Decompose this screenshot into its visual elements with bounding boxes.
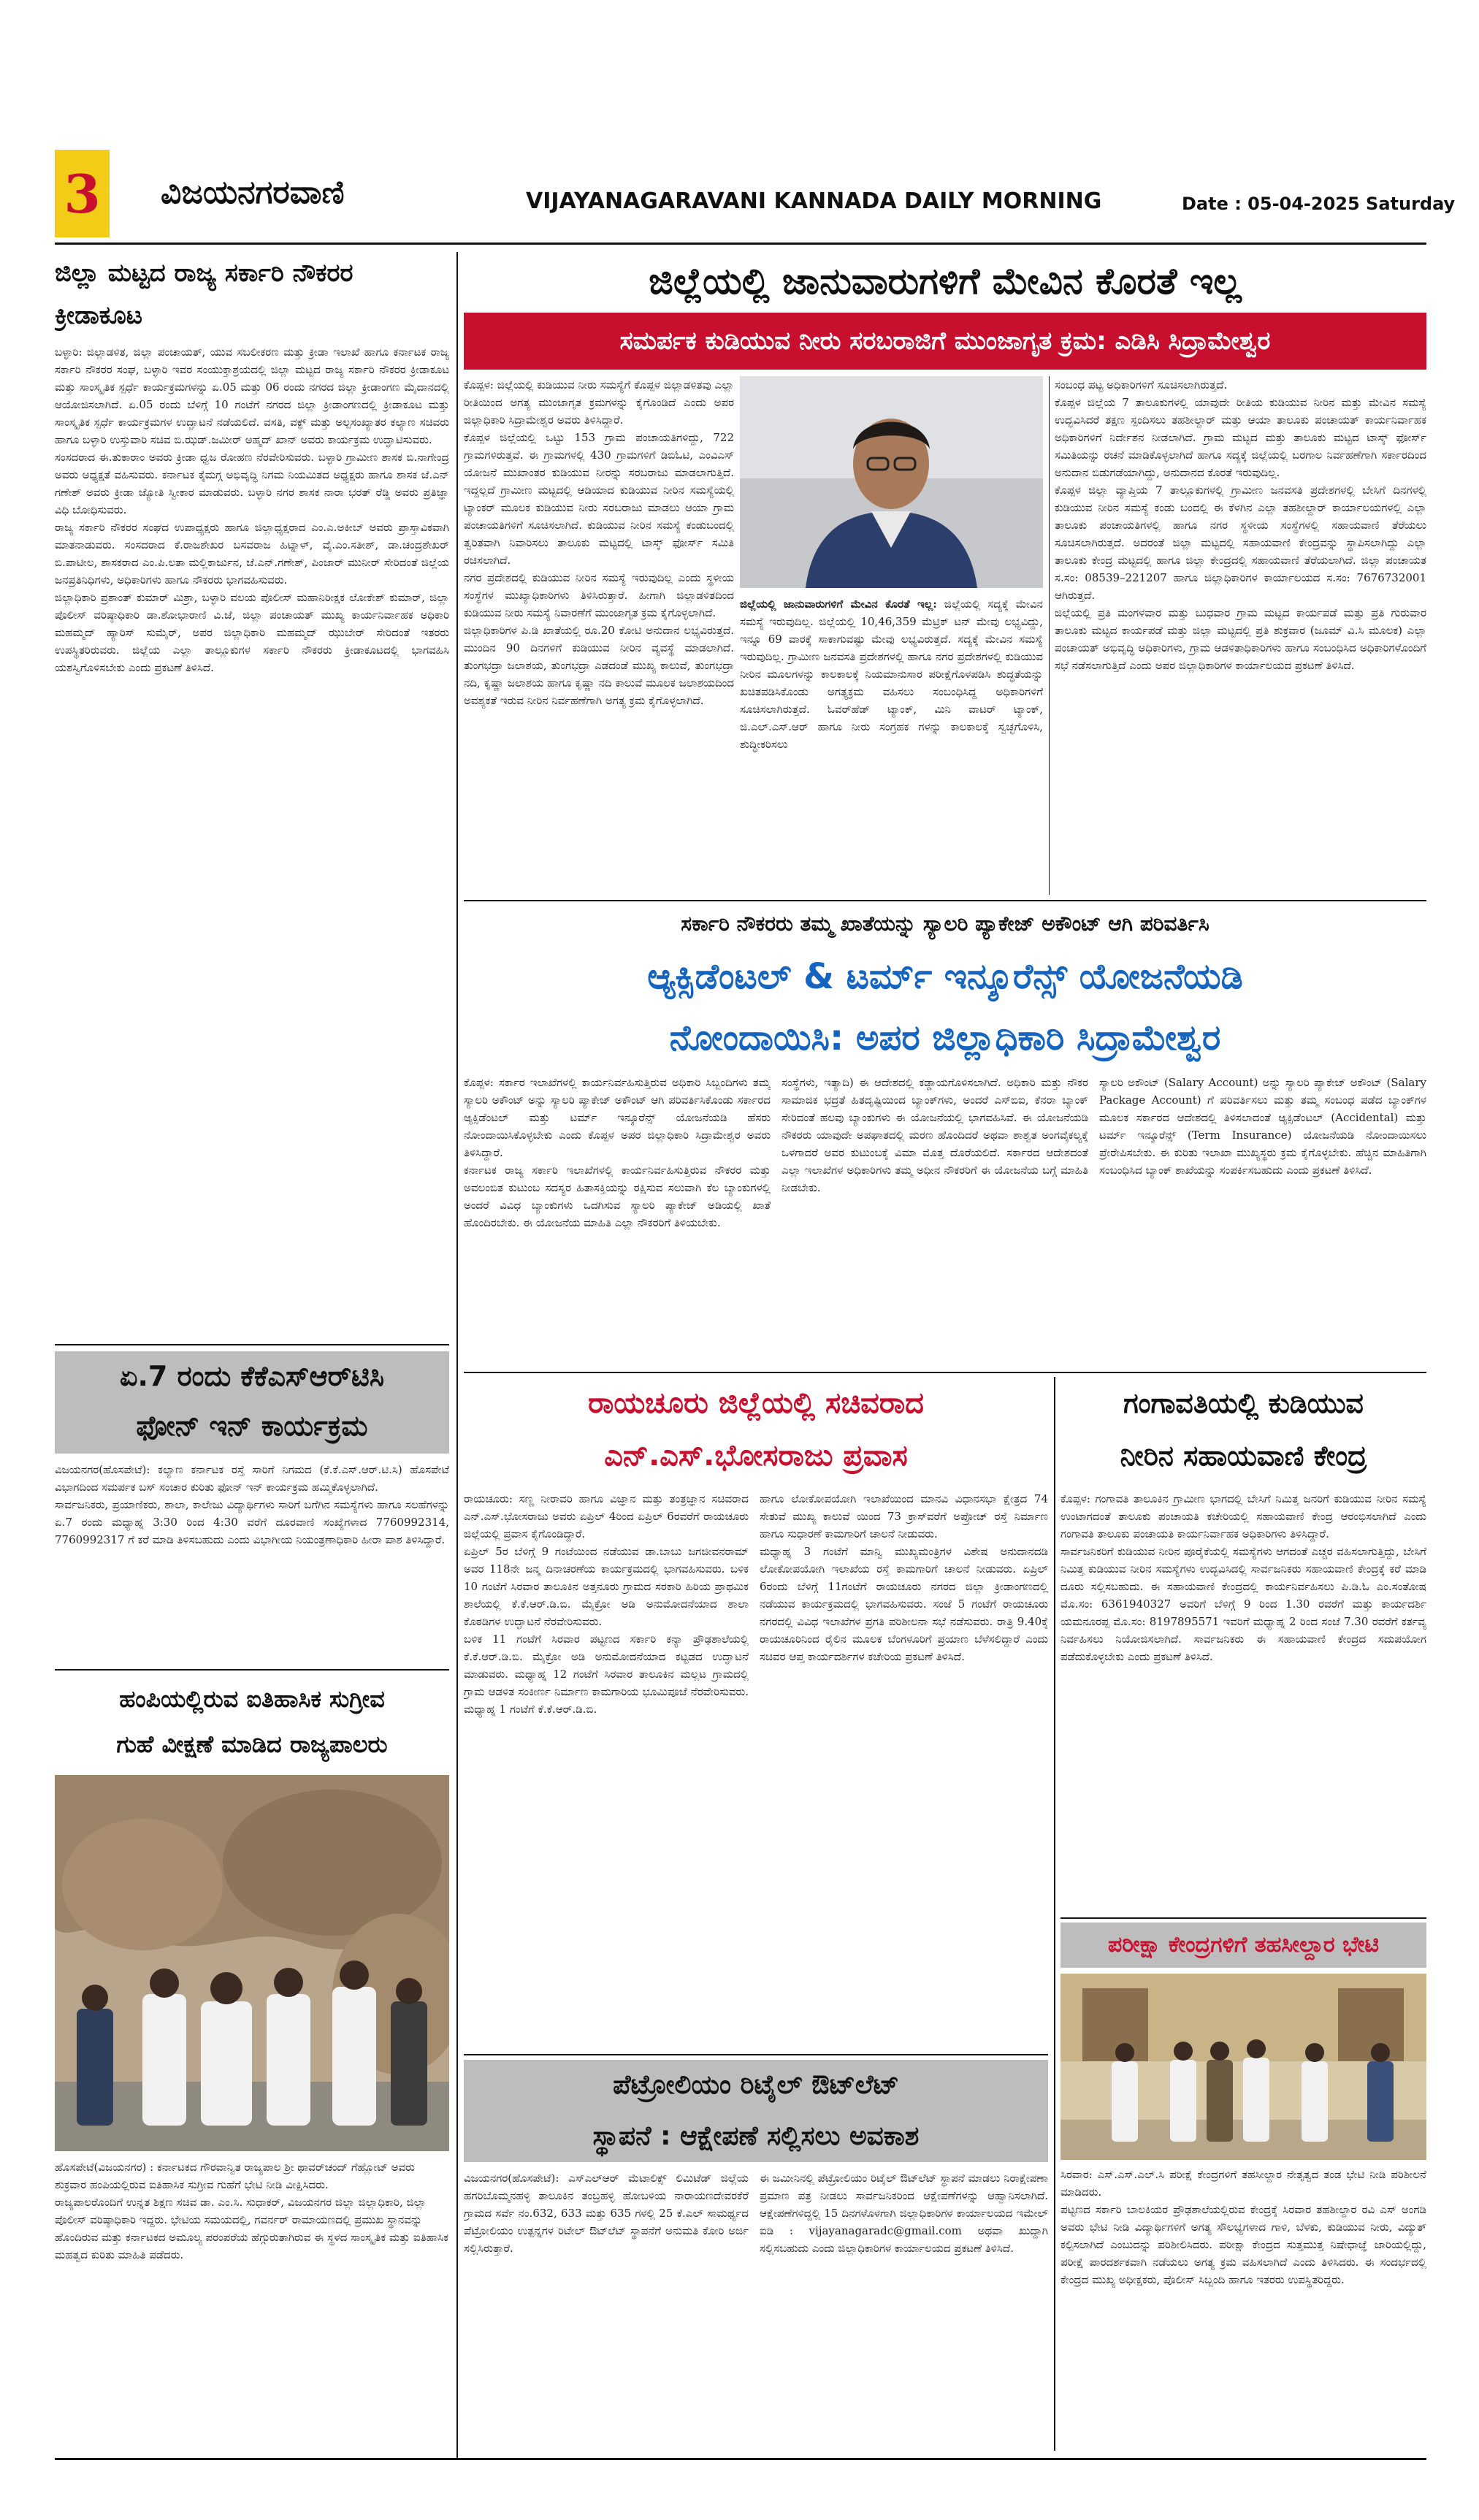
page-number: 3: [55, 150, 110, 237]
insurance-col3: ಸ್ಯಾಲರಿ ಅಕೌಂಟ್ (Salary Account) ಅನ್ನು ಸ್ಯಾಲರಿ ಪ್ಯಾಕೇಜ್ ಅಕೌಂಟ್ (Salary Package Account) ಗೆ ಪರಿವರ್ತಿಸಲು ಮತ್ತು ತಮ್ಮ ಸಂಬಂಧ ಪಡೆದ ಬ್ಯಾಂಕ್‌ಗಳ ಮೂಲಕ ಸರ್ಕಾರದ ಆದೇಶದಲ್ಲಿ ತಿಳಿಸಲಾದಂತೆ ಆ್ಯಕ್ಸಿಡೆಂಟಲ್ (Accidental) ಮತ್ತು ಟರ್ಮ್ ಇನ್ಶೂರೆನ್ಸ್ (Term Insurance) ಯೋಜನೆಯಡಿ ನೋಂದಾಯಿಸಲು ಪ್ರೇರೇಪಿಸಬೇಕು. ಈ ಕುರಿತು ಇಲಾಖಾ ಮುಖ್ಯಸ್ಥರು ಕ್ರಮ ಕೈಗೊಳ್ಳಬೇಕು. ಹೆಚ್ಚಿನ ಮಾಹಿತಿಗಾಗಿ ಸಂಬಂಧಿಸಿದ ಬ್ಯಾಂಕ್ ಶಾಖೆಯನ್ನು ಸಂಪರ್ಕಿಸಬಹುದು ಎಂದು ಪ್ರಕಟಣೆ ತಿಳಿಸಿದೆ.: [1099, 1076, 1426, 1177]
minister-col2: ಹಾಗೂ ಲೋಕೋಪಯೋಗಿ ಇಲಾಖೆಯಿಂದ ಮಾನವಿ ವಿಧಾನಸಭಾ ಕ್ಷೇತ್ರದ 74 ಸೇತುವೆ ಮುಖ್ಯ ಕಾಲುವೆ ಯಿಂದ 73 ಕ್ರಾಸ್‌ವರೆಗೆ ಅಪ್ರೋಚ್ ರಸ್ತೆ ನಿರ್ಮಾಣ ಹಾಗೂ ಸುಧಾರಣೆ ಕಾಮಗಾರಿಗೆ ಚಾಲನೆ ನೀಡುವರು. ಮಧ್ಯಾಹ್ನ 3 ಗಂಟೆಗೆ ಮಾನ್ವಿ ಮುಖ್ಯಮಂತ್ರಿಗಳ ವಿಶೇಷ ಅನುದಾನದಡಿ ಲೋಕೋಪಯೋಗಿ ಇಲಾಖೆಯ ರಸ್ತೆ ಕಾಮಗಾರಿಗೆ ಚಾಲನೆ ನೀಡುವರು. ಏಪ್ರಿಲ್ 6ರಂದು ಬೆಳಿಗ್ಗೆ 11ಗಂಟೆಗೆ ರಾಯಚೂರು ನಗರದ ಜಿಲ್ಲಾ ಕ್ರೀಡಾಂಗಣದಲ್ಲಿ ನಡೆಯುವ ಕಾರ್ಯಕ್ರಮದಲ್ಲಿ ಭಾಗವಹಿಸುವರು. ಸಂಜೆ 5 ಗಂಟೆಗೆ ರಾಯಚೂರು ನಗರದಲ್ಲಿ ವಿವಿಧ ಇಲಾಖೆಗಳ ಪ್ರಗತಿ ಪರಿಶೀಲನಾ ಸಭೆ ನಡೆಸುವರು. ರಾತ್ರಿ 9.40ಕ್ಕೆ ರಾಯಚೂರಿನಿಂದ ರೈಲಿನ ಮೂಲಕ ಬೆಂಗಳೂರಿಗೆ ಪ್ರಯಾಣ ಬೆಳೆಸಲಿದ್ದಾರೆ ಎಂದು ಸಚಿವರ ಆಪ್ತ ಕಾರ್ಯದರ್ಶಿಗಳ ಕಚೇರಿಯ ಪ್ರಕಟಣೆ ತಿಳಿಸಿದೆ.: [760, 1492, 1048, 1663]
governor-caption: ಹೊಸಪೇಟೆ(ವಿಜಯನಗರ) : ಕರ್ನಾಟಕದ ಗೌರವಾನ್ವಿತ ರಾಜ್ಯಪಾಲ ಶ್ರೀ ಥಾವರ್‌ಚಂದ್ ಗೆಹ್ಲೋಟ್ ಅವರು ಶುಕ್ರವಾರ ಹಂಪಿಯಲ್ಲಿರುವ ಐತಿಹಾಸಿಕ ಸುಗ್ರೀವ ಗುಹೆಗೆ ಭೇಟಿ ನೀಡಿ ವೀಕ್ಷಿಸಿದರು. ರಾಜ್ಯಪಾಲರೊಂದಿಗೆ ಉನ್ನತ ಶಿಕ್ಷಣ ಸಚಿವ ಡಾ. ಎಂ.ಸಿ. ಸುಧಾಕರ್, ವಿಜಯನಗರ ಜಿಲ್ಲಾ ಜಿಲ್ಲಾಧಿಕಾರಿ, ಜಿಲ್ಲಾ ಪೊಲೀಸ್ ವರಿಷ್ಠಾಧಿಕಾರಿ ಇದ್ದರು. ಭೇಟಿಯ ಸಮಯದಲ್ಲಿ, ಗವರ್ನರ್ ರಾಮಾಯಣದಲ್ಲಿ ಪ್ರಮುಖ ಸ್ಥಾನವನ್ನು ಹೊಂದಿರುವ ಮತ್ತು ಕರ್ನಾಟಕದ ಅಮೂಲ್ಯ ಪರಂಪರೆಯ ಹೆಗ್ಗುರುತಾಗಿರುವ ಈ ಸ್ಥಳದ ಸಾಂಸ್ಕೃತಿಕ ಮತ್ತು ಐತಿಹಾಸಿಕ ಮಹತ್ವದ ಕುರಿತು ಮಾಹಿತಿ ಪಡೆದರು.: [55, 2161, 448, 2261]
divider: [55, 1669, 449, 1671]
fodder-subhead: ಸಮರ್ಪಕ ಕುಡಿಯುವ ನೀರು ಸರಬರಾಜಿಗೆ ಮುಂಜಾಗೃತ ಕ್ರಮ: ಎಡಿಸಿ ಸಿದ್ರಾಮೇಶ್ವರ: [464, 313, 1426, 370]
petroleum-headline: ಪೆಟ್ರೋಲಿಯಂ ರಿಟೈಲ್ ಔಟ್‌ಲೆಟ್ ಸ್ಥಾಪನೆ : ಆಕ್ಷೇಪಣೆ ಸಲ್ಲಿಸಲು ಅವಕಾಶ: [464, 2060, 1048, 2162]
divider: [464, 1372, 1426, 1373]
masthead-rule: [55, 243, 1426, 245]
sports-meet-body: ಬಳ್ಳಾರಿ: ಜಿಲ್ಲಾಡಳಿತ, ಜಿಲ್ಲಾ ಪಂಚಾಯತ್, ಯುವ ಸಬಲೀಕರಣ ಮತ್ತು ಕ್ರೀಡಾ ಇಲಾಖೆ ಹಾಗೂ ಕರ್ನಾಟಕ ರಾಜ್ಯ ಸರ್ಕಾರಿ ನೌಕರರ ಸಂಘ, ಬಳ್ಳಾರಿ ಇವರ ಸಂಯುಕ್ತಾಶ್ರಯದಲ್ಲಿ ಜಿಲ್ಲಾ ಮಟ್ಟದ ರಾಜ್ಯ ಸರ್ಕಾರಿ ನೌಕರರ ಕ್ರೀಡಾಕೂಟ ಮತ್ತು ಸಾಂಸ್ಕೃತಿಕ ಸ್ಪರ್ಧೆ ಕಾರ್ಯಕ್ರಮಗಳನ್ನು ಏ.05 ಮತ್ತು 06 ರಂದು ನಗರದ ಜಿಲ್ಲಾ ಕ್ರೀಡಾಂಗಣ ಮೈದಾನದಲ್ಲಿ ಆಯೋಜಿಸಲಾಗಿದೆ. ಏ.05 ರಂದು ಬೆಳಿಗ್ಗೆ 10 ಗಂಟೆಗೆ ನಗರದ ಜಿಲ್ಲಾ ಕ್ರೀಡಾಂಗಣದಲ್ಲಿ ಕ್ರೀಡಾಕೂಟ ಮತ್ತು ಸಾಂಸ್ಕೃತಿಕ ಸ್ಪರ್ಧೆ ಕಾರ್ಯಕ್ರಮಗಳ ಉದ್ಘಾಟನೆ ನಡೆಯಲಿದೆ. ವಸತಿ, ವಕ್ಫ್ ಮತ್ತು ಅಲ್ಪಸಂಖ್ಯಾತರ ಕಲ್ಯಾಣ ಸಚಿವರು ಹಾಗೂ ಬಳ್ಳಾರಿ ಉಸ್ತುವಾರಿ ಸಚಿವ ಬಿ.ಝಡ್.ಜಮೀರ್ ಅಹ್ಮದ್ ಖಾನ್ ಅವರು ಕಾರ್ಯಕ್ರಮ ಉದ್ಘಾಟಿಸುವರು. ಸಂಸದರಾದ ಈ.ತುಕಾರಾಂ ಅವರು ಕ್ರೀಡಾ ಧ್ವಜ ರೋಹಣ ನೆರವೇರಿಸುವರು. ಬಳ್ಳಾರಿ ಗ್ರಾಮೀಣ ಶಾಸಕ ಬಿ.ನಾಗೇಂದ್ರ ಅವರು ಅಧ್ಯಕ್ಷತೆ ವಹಿಸುವರು. ಕರ್ನಾಟಕ ಕೈಮಗ್ಗ ಅಭಿವೃದ್ಧಿ ನಿಗಮ ನಿಯಮಿತದ ಅಧ್ಯಕ್ಷರು ಹಾಗೂ ಶಾಸಕ ಜೆ.ಎನ್ ಗಣೇಶ್ ಅವರು ಕ್ರೀಡಾ ಜ್ಯೋತಿ ಸ್ವೀಕಾರ ಮಾಡುವರು. ಬಳ್ಳಾರಿ ನಗರ ಶಾಸಕ ನಾರಾ ಭರತ್ ರೆಡ್ಡಿ ಅವರು ಪ್ರತಿಜ್ಞಾ ವಿಧಿ ಬೋಧಿಸುವರು. ರಾಜ್ಯ ಸರ್ಕಾರಿ ನೌಕರರ ಸಂಘದ ಉಪಾಧ್ಯಕ್ಷರು ಹಾಗೂ ಜಿಲ್ಲಾಧ್ಯಕ್ಷರಾದ ಎಂ.ಎ.ಅಕೀಬ್ ಅವರು ಪ್ರಾಸ್ತಾವಿಕವಾಗಿ ಮಾತನಾಡುವರು. ಸಂಸದರಾದ ಕೆ.ರಾಜಶೇಖರ ಬಸವರಾಜ ಹಿಟ್ನಾಳ್, ವೈ.ಎಂ.ಸತೀಶ್, ಡಾ.ಚಂದ್ರಶೇಖರ್ ಬಿ.ಪಾಟೀಲ, ಶಾಸಕರಾದ ಎಂ.ಪಿ.ಲತಾ ಮಲ್ಲಿಕಾರ್ಜುನ, ಜೆ.ಎನ್.ಗಣೇಶ್, ಪಿಂಜಾರ್ ಮುನೀರ್ ಸೇರಿದಂತೆ ಜಿಲ್ಲೆಯ ಜನಪ್ರತಿನಿಧಿಗಳು, ಅಧಿಕಾರಿಗಳು ಹಾಗೂ ನೌಕರರು ಭಾಗವಹಿಸುವರು. ಜಿಲ್ಲಾಧಿಕಾರಿ ಪ್ರಶಾಂತ್ ಕುಮಾರ್ ಮಿಶ್ರಾ, ಬಳ್ಳಾರಿ ವಲಯ ಪೊಲೀಸ್ ಮಹಾನಿರೀಕ್ಷಕ ಲೋಕೇಶ್ ಕುಮಾರ್, ಜಿಲ್ಲಾ ಪೊಲೀಸ್ ವರಿಷ್ಠಾಧಿಕಾರಿ ಡಾ.ಶೋಭಾರಾಣಿ ವಿ.ಜೆ, ಜಿಲ್ಲಾ ಪಂಚಾಯತ್ ಮುಖ್ಯ ಕಾರ್ಯನಿರ್ವಾಹಕ ಅಧಿಕಾರಿ ಮಹಮ್ಮದ್ ಹ್ಯಾರಿಸ್ ಸುಮೈರ್, ಅಪರ ಜಿಲ್ಲಾಧಿಕಾರಿ ಮಹಮ್ಮದ್ ಝುಬೇರ್ ಸೇರಿದಂತೆ ಇತರರು ಉಪಸ್ಥಿತರಿರುವರು. ಜಿಲ್ಲೆಯ ಎಲ್ಲಾ ತಾಲ್ಲೂಕುಗಳ ಸರ್ಕಾರಿ ನೌಕರರು ಕ್ರೀಡಾಕೂಟದಲ್ಲಿ ಭಾಗವಹಿಸಿ ಯಶಸ್ವಿಗೊಳಿಸಬೇಕು ಎಂದು ಪ್ರಕಟಣೆ ತಿಳಿಸಿದೆ.: [55, 345, 449, 674]
fodder-headline: ಜಿಲ್ಲೆಯಲ್ಲಿ ಜಾನುವಾರುಗಳಿಗೆ ಮೇವಿನ ಕೊರತೆ ಇಲ್ಲ: [649, 260, 1242, 302]
insurance-kicker: ಸರ್ಕಾರಿ ನೌಕರರು ತಮ್ಮ ಖಾತೆಯನ್ನು ಸ್ಯಾಲರಿ ಪ್ಯಾಕೇಜ್ ಅಕೌಂಟ್ ಆಗಿ ಪರಿವರ್ತಿಸಿ: [681, 912, 1209, 936]
fodder-col2-text: ಜಿಲ್ಲೆಯಲ್ಲಿ ಸದ್ಯಕ್ಕೆ ಮೇವಿನ ಸಮಸ್ಯೆ ಇರುವುದಿಲ್ಲ. ಜಿಲ್ಲೆಯಲ್ಲಿ 10,46,359 ಮೆಟ್ರಿಕ್ ಟನ್ ಮೇವು ಲಭ್ಯವಿದ್ದು, ಇನ್ನೂ 69 ವಾರಕ್ಕೆ ಸಾಕಾಗುವಷ್ಟು ಮೇವು ಲಭ್ಯವಿರುತ್ತದೆ. ಸದ್ಯಕ್ಕೆ ಮೇವಿನ ಸಮಸ್ಯೆ ಇರುವುದಿಲ್ಲ. ಗ್ರಾಮೀಣ ಜನವಸತಿ ಪ್ರದೇಶಗಳಲ್ಲಿ ಹಾಗೂ ನಗರ ಪ್ರದೇಶಗಳಲ್ಲಿ ಕುಡಿಯುವ ನೀರಿನ ಮೂಲಗಳನ್ನು ಕಾಲಕಾಲಕ್ಕೆ ನಿಯಮಾನುಸಾರ ಪರೀಕ್ಷೆಗೊಳಪಡಿಸಿ ಶುದ್ಧತೆಯನ್ನು ಖಚಿತಪಡಿಸಿಕೊಂಡು ಅಗತ್ಯಕ್ರಮ ವಹಿಸಲು ಸಂಬಂಧಿಸಿದ್ದ ಅಧಿಕಾರಿಗಳಿಗೆ ಸೂಚಿಸಲಾಗಿರುತ್ತದೆ. ಓವರ್‌ಹೆಡ್ ಟ್ಯಾಂಕ್, ಮಿನಿ ವಾಟರ್ ಟ್ಯಾಂಕ್, ಜಿ.ಎಲ್.ಎಸ್.ಆರ್ ಹಾಗೂ ನೀರು ಸಂಗ್ರಹಕ ಗಳನ್ನು ಕಾಲಕಾಲಕ್ಕೆ ಸ್ವಚ್ಛಗೊಳಿಸಿ, ಶುದ್ಧೀಕರಿಸಲು: [740, 597, 1043, 751]
governor-visit-photo: [55, 1775, 449, 2151]
petroleum-col2: ಈ ಜಮೀನಿನಲ್ಲಿ ಪೆಟ್ರೋಲಿಯಂ ರಿಟೈಲ್ ಔಟ್‌ಲೆಟ್ ಸ್ಥಾಪನೆ ಮಾಡಲು ನಿರಾಕ್ಷೇಪಣಾ ಪ್ರಮಾಣ ಪತ್ರ ನೀಡಲು ಸಾರ್ವಜನಿಕರಿಂದ ಆಕ್ಷೇಪಣೆಗಳನ್ನು ಆಹ್ವಾನಿಸಲಾಗಿದೆ. ಆಕ್ಷೇಪಣೆಗಳಿದ್ದಲ್ಲಿ 15 ದಿನಗಳೊಳಗಾಗಿ ಜಿಲ್ಲಾಧಿಕಾರಿಗಳ ಕಾರ್ಯಾಲಯದ ಇಮೇಲ್ ಐಡಿ : vijayanagaradc@gmail.com ಅಥವಾ ಖುದ್ದಾಗಿ ಸಲ್ಲಿಸಬಹುದು ಎಂದು ಜಿಲ್ಲಾಧಿಕಾರಿಗಳ ಕಾರ್ಯಾಲಯದ ಪ್ರಕಟಣೆ ತಿಳಿಸಿದೆ.: [760, 2172, 1048, 2255]
paper-date: Date : 05-04-2025 Saturday: [1182, 194, 1456, 214]
fodder-col3: ಸಂಬಂಧ ಪಟ್ಟ ಅಧಿಕಾರಿಗಳಿಗೆ ಸೂಚಿಸಲಾಗಿರುತ್ತದೆ. ಕೊಪ್ಪಳ ಜಿಲ್ಲೆಯ 7 ತಾಲೂಕುಗಳಲ್ಲಿ ಯಾವುದೇ ರೀತಿಯ ಕುಡಿಯುವ ನೀರಿನ ಮತ್ತು ಮೇವಿನ ಸಮಸ್ಯೆ ಉದ್ಭವಿಸಿದರೆ ತಕ್ಷಣ ಸ್ಪಂದಿಸಲು ತಹಶೀಲ್ದಾರ್ ಮತ್ತು ಆಯಾ ತಾಲೂಕು ಪಂಚಾಯತ್ ಕಾರ್ಯನಿರ್ವಾಹಕ ಅಧಿಕಾರಿಗಳಿಗೆ ನಿರ್ದೇಶನ ನೀಡಲಾಗಿದೆ. ಗ್ರಾಮ ಮಟ್ಟದ ಮತ್ತು ತಾಲೂಕು ಮಟ್ಟದ ಟಾಸ್ಕ್ ಫೋರ್ಸ್ ಸಮಿತಿಯನ್ನು ರಚನೆ ಮಾಡಿಕೊಳ್ಳಲಾಗಿದೆ ಹಾಗೂ ಸದ್ಯಕ್ಕೆ ಜಿಲ್ಲೆಯಲ್ಲಿ ಬರಗಾಲ ನಿರ್ವಹಣೆಗಾಗಿ ಸರ್ಕಾರದಿಂದ ಅನುದಾನ ಬಿಡುಗಡೆಯಾಗಿದ್ದು, ಅನುದಾನದ ಕೊರತೆ ಇರುವುದಿಲ್ಲ. ಕೊಪ್ಪಳ ಜಿಲ್ಲಾ ವ್ಯಾಪ್ತಿಯ 7 ತಾಲ್ಲೂಕುಗಳಲ್ಲಿ ಗ್ರಾಮೀಣ ಜನವಸತಿ ಪ್ರದೇಶಗಳಲ್ಲಿ ಬೇಸಿಗೆ ದಿನಗಳಲ್ಲಿ ಕುಡಿಯುವ ನೀರಿನ ಸಮಸ್ಯೆ ಕಂಡು ಬಂದಲ್ಲಿ ಈ ಕೆಳಗಿನ ಎಲ್ಲಾ ತಹಶೀಲ್ದಾರ್ ಕಾರ್ಯಾಲಯಗಳಲ್ಲಿ ಎಲ್ಲಾ ತಾಲೂಕು ಪಂಚಾಯತಿಗಳಲ್ಲಿ ಹಾಗೂ ನಗರ ಸ್ಥಳೀಯ ಸಂಸ್ಥೆಗಳಲ್ಲಿ ಸಹಾಯವಾಣಿ ತೆರೆಯಲು ಸೂಚಿಸಲಾಗಿರುತ್ತದೆ. ಅದರಂತೆ ಜಿಲ್ಲಾ ಮಟ್ಟದಲ್ಲಿ ಸಹಾಯವಾಣಿ ಕೇಂದ್ರವನ್ನು ಸ್ಥಾಪಿಸಲಾಗಿದ್ದು ಎಲ್ಲಾ ತಾಲೂಕು ಕೇಂದ್ರ ಮಟ್ಟದಲ್ಲಿ ಹಾಗೂ ಜಿಲ್ಲಾ ಕೇಂದ್ರದಲ್ಲಿ ಸಹಾಯವಾಣಿ ತೆರೆಯಲಾಗಿದೆ. ಜಿಲ್ಲಾ ಪಂಚಾಯತ ಸ.ಸಂ: 08539–221207 ಹಾಗೂ ಜಿಲ್ಲಾಧಿಕಾರಿಗಳ ಕಾರ್ಯಾಲಯದ ಸ.ಸಂ: 7676732001 ಆಗಿರುತ್ತದೆ. ಜಿಲ್ಲೆಯಲ್ಲಿ ಪ್ರತಿ ಮಂಗಳವಾರ ಮತ್ತು ಬುಧವಾರ ಗ್ರಾಮ ಮಟ್ಟದ ಕಾರ್ಯಪಡೆ ಮತ್ತು ಪ್ರತಿ ಗುರುವಾರ ತಾಲೂಕು ಮಟ್ಟದ ಕಾರ್ಯಪಡೆ ಮತ್ತು ಜಿಲ್ಲಾ ಮಟ್ಟದಲ್ಲಿ ಪ್ರತಿ ಶುಕ್ರವಾರ (ಜೂಮ್ ವಿ.ಸಿ ಮೂಲಕ) ಎಲ್ಲಾ ಪಂಚಾಯತ್ ಅಭಿವೃದ್ಧಿ ಅಧಿಕಾರಿಗಳು, ಗ್ರಾಮ ಆಡಳಿತಾಧಿಕಾರಿಗಳು ಹಾಗೂ ಸಂಬಂಧಿಸಿದ ಅಧಿಕಾರಿಗಳೊಂದಿಗೆ ಸಭೆ ನಡೆಸಲಾಗುತ್ತಿದೆ ಎಂದು ಅಪರ ಜಿಲ್ಲಾಧಿಕಾರಿಗಳ ಕಾರ್ಯಾಲಯದ ಪ್ರಕಟಣೆ ತಿಳಿಸಿದೆ.: [1055, 378, 1426, 672]
adc-portrait-photo: [740, 376, 1043, 588]
fodder-col2-heading: ಜಿಲ್ಲೆಯಲ್ಲಿ ಜಾನುವಾರುಗಳಿಗೆ ಮೇವಿನ ಕೊರತೆ ಇಲ್ಲ:: [740, 597, 937, 611]
fodder-col2: [740, 595, 1043, 895]
divider: [464, 2054, 1048, 2055]
helpline-body: ಕೊಪ್ಪಳ: ಗಂಗಾವತಿ ತಾಲೂಕಿನ ಗ್ರಾಮೀಣ ಭಾಗದಲ್ಲಿ ಬೇಸಿಗೆ ನಿಮಿತ್ತ ಜನರಿಗೆ ಕುಡಿಯುವ ನೀರಿನ ಸಮಸ್ಯೆ ಉಂಟಾಗದಂತೆ ತಾಲೂಕು ಪಂಚಾಯತಿ ಕಚೇರಿಯಲ್ಲಿ ಸಹಾಯವಾಣಿ ಕೇಂದ್ರ ಆರಂಭಿಸಲಾಗಿದೆ ಎಂದು ಗಂಗಾವತಿ ತಾಲೂಕು ಪಂಚಾಯತಿ ಕಾರ್ಯನಿರ್ವಾಹಕ ಅಧಿಕಾರಿಗಳು ತಿಳಿಸಿದ್ದಾರೆ. ಸಾರ್ವಜನಿಕರಿಗೆ ಕುಡಿಯುವ ನೀರಿನ ಪೂರೈಕೆಯಲ್ಲಿ ಸಮಸ್ಯೆಗಳು ಆಗದಂತೆ ಎಚ್ಚರ ವಹಿಸಲಾಗುತ್ತಿದ್ದು, ಬೇಸಿಗೆ ನಿಮಿತ್ತ ಕುಡಿಯುವ ನೀರಿನ ಸಮಸ್ಯೆಗಳು ಉದ್ಭವಿಸಿದಲ್ಲಿ ಸಾರ್ವಜನಿಕರು ಸಹಾಯವಾಣಿ ಕೇಂದ್ರಕ್ಕೆ ಕರೆ ಮಾಡಿ ದೂರು ಸಲ್ಲಿಸಬಹುದು. ಈ ಸಹಾಯವಾಣಿ ಕೇಂದ್ರದಲ್ಲಿ ಕಾರ್ಯನಿರ್ವಹಿಸಲು ಪಿ.ಡಿ.ಓ ಎಂ.ಸಂತೋಷ ಮೊ.ಸಂ: 6361940327 ಅವರಿಗೆ ಬೆಳಿಗ್ಗೆ 9 ರಿಂದ 1.30 ರವರೆಗೆ ಮತ್ತು ಕಾರ್ಯದರ್ಶಿ ಯಮನೂರಪ್ಪ ಮೊ.ಸಂ: 8197895571 ಇವರಿಗೆ ಮಧ್ಯಾಹ್ನ 2 ರಿಂದ ಸಂಜೆ 7.30 ರವರೆಗೆ ಕರ್ತವ್ಯ ನಿರ್ವಹಿಸಲು ನಿಯೋಜಿಸಲಾಗಿದೆ. ಸಾರ್ವಜನಿಕರು ಈ ಸಹಾಯವಾಣಿ ಕೇಂದ್ರದ ಸದುಪಯೋಗ ಪಡೆದುಕೊಳ್ಳಬೇಕು ಎಂದು ಪ್ರಕಟಣೆ ತಿಳಿಸಿದೆ.: [1060, 1492, 1426, 1663]
petroleum-col1: ವಿಜಯನಗರ(ಹೊಸಪೇಟೆ): ಎಸ್‌ಎಲ್‌ಆರ್ ಮೆಟಾಲಿಕ್ಸ್ ಲಿಮಿಟೆಡ್ ಜಿಲ್ಲೆಯ ಹಗರಿಬೊಮ್ಮನಹಳ್ಳಿ ತಾಲೂಕಿನ ತಂಬ್ರಹಳ್ಳಿ ಹೋಬಳಿಯ ನಾರಾಯಣದೇವರಕೆರೆ ಗ್ರಾಮದ ಸರ್ವೆ ನಂ.632, 633 ಮತ್ತು 635 ಗಳಲ್ಲಿ 25 ಕೆ.ಎಲ್ ಸಾಮರ್ಥ್ಯದ ಪೆಟ್ರೋಲಿಯಂ ಉತ್ಪನ್ನಗಳ ರಿಟೇಲ್ ಔಟ್‌ಲೆಟ್ ಸ್ಥಾಪನೆಗೆ ಅನುಮತಿ ಕೋರಿ ಅರ್ಜಿ ಸಲ್ಲಿಸಿರುತ್ತಾರೆ.: [464, 2172, 749, 2255]
column-rule: [456, 252, 458, 2458]
sports-meet-headline: ಜಿಲ್ಲಾ ಮಟ್ಟದ ರಾಜ್ಯ ಸರ್ಕಾರಿ ನೌಕರರ ಕ್ರೀಡಾಕೂಟ: [55, 259, 353, 330]
minister-headline: ರಾಯಚೂರು ಜಿಲ್ಲೆಯಲ್ಲಿ ಸಚಿವರಾದ ಎನ್.ಎಸ್.ಭೋಸರಾಜು ಪ್ರವಾಸ: [588, 1386, 924, 1473]
ksrtc-headline: ಏ.7 ರಂದು ಕೆಕೆಎಸ್‌ಆರ್‌ಟಿಸಿ ಫೋನ್ ಇನ್ ಕಾರ್ಯಕ್ರಮ: [55, 1351, 449, 1454]
insurance-col2: ಸಂಸ್ಥೆಗಳು, ಇತ್ಯಾದಿ) ಈ ಆದೇಶದಲ್ಲಿ ಕಡ್ಡಾಯಗೊಳಿಸಲಾಗಿದೆ. ಅಧಿಕಾರಿ ಮತ್ತು ನೌಕರ ಸಾಮಾಜಿಕ ಭದ್ರತೆ ಹಿತದೃಷ್ಟಿಯಿಂದ ಬ್ಯಾಂಕ್‌ಗಳು, ಅಂದರೆ ಎಸ್‌ಬಿಐ, ಕೆನರಾ ಬ್ಯಾಂಕ್ ಸೇರಿದಂತೆ ಹಲವು ಬ್ಯಾಂಕುಗಳು ಈ ಯೋಜನೆಯಲ್ಲಿ ಭಾಗವಹಿಸಿವೆ. ಈ ಯೋಜನೆಯಡಿ ನೌಕರರು ಯಾವುದೇ ಅಪಘಾತದಲ್ಲಿ ಮರಣ ಹೊಂದಿದರೆ ಅಥವಾ ಶಾಶ್ವತ ಅಂಗವೈಕಲ್ಯಕ್ಕೆ ಒಳಗಾದರೆ ಅವರ ಕುಟುಂಬಕ್ಕೆ ವಿಮಾ ಮೊತ್ತ ದೊರೆಯಲಿದೆ. ಸರ್ಕಾರದ ಆದೇಶದಂತೆ ಎಲ್ಲಾ ಇಲಾಖೆಗಳ ಅಧಿಕಾರಿಗಳು ತಮ್ಮ ಅಧೀನ ನೌಕರರಿಗೆ ಈ ಯೋಜನೆಯ ಬಗ್ಗೆ ಮಾಹಿತಿ ನೀಡಬೇಕು.: [781, 1076, 1088, 1194]
divider: [55, 1344, 449, 1345]
insurance-col1: ಕೊಪ್ಪಳ: ಸರ್ಕಾರ ಇಲಾಖೆಗಳಲ್ಲಿ ಕಾರ್ಯನಿರ್ವಹಿಸುತ್ತಿರುವ ಅಧಿಕಾರಿ ಸಿಬ್ಬಂದಿಗಳು ತಮ್ಮ ಸ್ಯಾಲರಿ ಅಕೌಂಟ್ ಅನ್ನು ಸ್ಯಾಲರಿ ಪ್ಯಾಕೇಜ್ ಅಕೌಂಟ್ ಆಗಿ ಪರಿವರ್ತಿಸಿಕೊಂಡು ಸರ್ಕಾರದ ಆ್ಯಕ್ಸಿಡೆಂಟಲ್ ಮತ್ತು ಟರ್ಮ್ ಇನ್ಶೂರೆನ್ಸ್ ಯೋಜನೆಯಡಿ ಹೆಸರು ನೋಂದಾಯಿಸಿಕೊಳ್ಳಬೇಕು ಎಂದು ಕೊಪ್ಪಳ ಅಪರ ಜಿಲ್ಲಾಧಿಕಾರಿ ಸಿದ್ರಾಮೇಶ್ವರ ಅವರು ತಿಳಿಸಿದ್ದಾರೆ. ಕರ್ನಾಟಕ ರಾಜ್ಯ ಸರ್ಕಾರಿ ಇಲಾಖೆಗಳಲ್ಲಿ ಕಾರ್ಯನಿರ್ವಹಿಸುತ್ತಿರುವ ನೌಕರರ ಮತ್ತು ಅವಲಂಬಿತ ಕುಟುಂಬ ಸದಸ್ಯರ ಹಿತಾಸಕ್ತಿಯನ್ನು ರಕ್ಷಿಸುವ ಸಲುವಾಗಿ ಕೆಲ ಬ್ಯಾಂಕುಗಳಲ್ಲಿ ಅಂದರೆ ವಿವಿಧ ಬ್ಯಾಂಕುಗಳು ಒದಗಿಸುವ ಸ್ಯಾಲರಿ ಪ್ಯಾಕೇಜ್ ಅಡಿಯಲ್ಲಿ ಖಾತೆ ಹೊಂದಿರಬೇಕು. ಈ ಯೋಜನೆಯ ಮಾಹಿತಿ ಎಲ್ಲಾ ನೌಕರರಿಗೆ ತಿಳಿಯಬೇಕು.: [464, 1076, 771, 1229]
governor-headline: ಹಂಪಿಯಲ್ಲಿರುವ ಐತಿಹಾಸಿಕ ಸುಗ್ರೀವ ಗುಹೆ ವೀಕ್ಷಣೆ ಮಾಡಿದ ರಾಜ್ಯಪಾಲರು: [116, 1685, 388, 1758]
exam-headline: ಪರೀಕ್ಷಾ ಕೇಂದ್ರಗಳಿಗೆ ತಹಸೀಲ್ದಾರ ಭೇಟಿ: [1060, 1923, 1426, 1968]
helpline-headline: ಗಂಗಾವತಿಯಲ್ಲಿ ಕುಡಿಯುವ ನೀರಿನ ಸಹಾಯವಾಣಿ ಕೇಂದ್ರ: [1120, 1387, 1367, 1472]
divider: [464, 900, 1426, 901]
column-rule: [1054, 1377, 1055, 2451]
exam-centre-group-photo: [1060, 1974, 1426, 2160]
fodder-col1: ಕೊಪ್ಪಳ: ಜಿಲ್ಲೆಯಲ್ಲಿ ಕುಡಿಯುವ ನೀರು ಸಮಸ್ಯೆಗೆ ಕೊಪ್ಪಳ ಜಿಲ್ಲಾಡಳಿತವು ಎಲ್ಲಾ ರೀತಿಯಿಂದ ಅಗತ್ಯ ಮುಂಜಾಗೃತ ಕ್ರಮಗಳನ್ನು ಕೈಗೊಂಡಿದೆ ಎಂದು ಅಪರ ಜಿಲ್ಲಾಧಿಕಾರಿ ಸಿದ್ರಾಮೇಶ್ವರ ಅವರು ತಿಳಿಸಿದ್ದಾರೆ. ಕೊಪ್ಪಳ ಜಿಲ್ಲೆಯಲ್ಲಿ ಒಟ್ಟು 153 ಗ್ರಾಮ ಪಂಚಾಯತಿಗಳಿದ್ದು, 722 ಗ್ರಾಮಗಳಿರುತ್ತವೆ. ಈ ಗ್ರಾಮಗಳಲ್ಲಿ 430 ಗ್ರಾಮಗಳಿಗೆ ಡಿಬಿಓಟಿ, ಎಂವಿಎಸ್ ಯೋಜನೆ ಮುಖಾಂತರ ಕುಡಿಯುವ ನೀರನ್ನು ಸರಬರಾಜು ಮಾಡಲಾಗುತ್ತಿದೆ. ಇದ್ದಲ್ಲದೆ ಗ್ರಾಮೀಣ ಮಟ್ಟದಲ್ಲಿ ಆಡಿಯಾದ ಕುಡಿಯುವ ನೀರಿನ ಸಮಸ್ಯೆಯಲ್ಲಿ ಟ್ಯಾಂಕರ್ ಮೂಲಕ ಕುಡಿಯುವ ನೀರು ಸರಬರಾಜು ಮಾಡಲು ಆಯಾ ಗ್ರಾಮ ಪಂಚಾಯತಿಗಳಿಗೆ ಸೂಚಿಸಲಾಗಿದೆ. ಕುಡಿಯುವ ನೀರಿನ ಸಮಸ್ಯೆ ಕಂಡುಬಂದಲ್ಲಿ ತ್ವರಿತವಾಗಿ ನಿವಾರಿಸಲು ತಾಲೂಕು ಮಟ್ಟದಲ್ಲಿ ಟಾಸ್ಕ್ ಫೋರ್ಸ್ ಸಮಿತಿ ರಚಿಸಲಾಗಿದೆ. ನಗರ ಪ್ರದೇಶದಲ್ಲಿ ಕುಡಿಯುವ ನೀರಿನ ಸಮಸ್ಯೆ ಇರುವುದಿಲ್ಲ ಎಂದು ಸ್ಥಳೀಯ ಸಂಸ್ಥೆಗಳ ಮುಖ್ಯಾಧಿಕಾರಿಗಳು ತಿಳಿಸಿರುತ್ತಾರೆ. ಹೀಗಾಗಿ ಜಿಲ್ಲಾಡಳಿತದಿಂದ ಕುಡಿಯುವ ನೀರು ಸಮಸ್ಯೆ ನಿವಾರಣೆಗೆ ಮುಂಜಾಗೃತ ಕ್ರಮ ಕೈಗೊಳ್ಳಲಾಗಿದೆ. ಜಿಲ್ಲಾಧಿಕಾರಿಗಳ ಪಿ.ಡಿ ಖಾತೆಯಲ್ಲಿ ರೂ.20 ಕೋಟಿ ಅನುದಾನ ಲಭ್ಯವಿರುತ್ತದೆ. ಮುಂದಿನ 90 ದಿನಗಳಿಗೆ ಕುಡಿಯುವ ನೀರಿನ ವ್ಯವಸ್ಥೆ ಮಾಡಲಾಗಿದೆ. ತುಂಗಭದ್ರಾ ಜಲಾಶಯ, ತುಂಗಭದ್ರಾ ಎಡದಂಡೆ ಮುಖ್ಯ ಕಾಲುವೆ, ತುಂಗಭದ್ರಾ ನದಿ, ಕೃಷ್ಣಾ ಜಲಾಶಯ ಹಾಗೂ ಕೃಷ್ಣಾ ನದಿ ಕಾಲುವೆ ಮೂಲಕ ಜಲಾಶಯದಿಂದ ಅವಶ್ಯಕತೆ ಇರುವ ನೀರಿನ ನಿರ್ವಹಣೆಗಾಗಿ ಅಗತ್ಯ ಕ್ರಮ ಕೈಗೊಳ್ಳಲಾಗಿದೆ.: [464, 378, 734, 707]
exam-body: ಸಿರವಾರ: ಎಸ್.ಎಸ್.ಎಲ್.ಸಿ ಪರೀಕ್ಷೆ ಕೇಂದ್ರಗಳಿಗೆ ತಹಸೀಲ್ದಾರ ನೇತೃತ್ವದ ತಂಡ ಭೇಟಿ ನೀಡಿ ಪರಿಶೀಲನೆ ಮಾಡಿದರು. ಪಟ್ಟಣದ ಸರ್ಕಾರಿ ಬಾಲಕಿಯರ ಪ್ರೌಢಶಾಲೆಯಲ್ಲಿರುವ ಕೇಂದ್ರಕ್ಕೆ ಸಿರವಾರ ತಹಶೀಲ್ದಾರ ರವಿ ಎಸ್ ಅಂಗಡಿ ಅವರು ಭೇಟಿ ನೀಡಿ ವಿದ್ಯಾರ್ಥಿಗಳಿಗೆ ಅಗತ್ಯ ಸೌಲಭ್ಯಗಳಾದ ಗಾಳಿ, ಬೆಳಕು, ಕುಡಿಯುವ ನೀರು, ವಿದ್ಯುತ್ ಕಲ್ಪಿಸಲಾಗಿದೆ ಎಂಬುದನ್ನು ಪರಿಶೀಲಿಸಿದರು. ಪರೀಕ್ಷಾ ಕೇಂದ್ರದ ಸುತ್ತಮುತ್ತ ನಿಷೇಧಾಜ್ಞೆ ಜಾರಿಯಲ್ಲಿದ್ದು, ಪರೀಕ್ಷೆ ಪಾರದರ್ಶಕವಾಗಿ ನಡೆಯಲು ಅಗತ್ಯ ಕ್ರಮ ವಹಿಸಲಾಗಿದೆ ಎಂದು ತಿಳಿಸಿದರು. ಈ ಸಂದರ್ಭದಲ್ಲಿ ಕೇಂದ್ರದ ಮುಖ್ಯ ಅಧೀಕ್ಷಕರು, ಪೊಲೀಸ್ ಸಿಬ್ಬಂದಿ ಹಾಗೂ ಇತರರು ಉಪಸ್ಥಿತರಿದ್ದರು.: [1060, 2168, 1426, 2286]
insurance-headline: ಆ್ಯಕ್ಸಿಡೆಂಟಲ್ & ಟರ್ಮ್ ಇನ್ಶೂರೆನ್ಸ್ ಯೋಜನೆಯಡಿ ನೋಂದಾಯಿಸಿ: ಅಪರ ಜಿಲ್ಲಾಧಿಕಾರಿ ಸಿದ್ರಾಮೇಶ್ವರ: [647, 956, 1243, 1058]
footer-rule: [55, 2458, 1426, 2460]
paper-name-english: VIJAYANAGARAVANI KANNADA DAILY MORNING: [526, 188, 1102, 214]
minister-col1: ರಾಯಚೂರು: ಸಣ್ಣ ನೀರಾವರಿ ಹಾಗೂ ವಿಜ್ಞಾನ ಮತ್ತು ತಂತ್ರಜ್ಞಾನ ಸಚಿವರಾದ ಎನ್.ಎಸ್.ಭೋಸರಾಜು ಅವರು ಏಪ್ರಿಲ್ 4ರಿಂದ ಏಪ್ರಿಲ್ 6ರವರೆಗೆ ರಾಯಚೂರು ಜಿಲ್ಲೆಯಲ್ಲಿ ಪ್ರವಾಸ ಕೈಗೊಂಡಿದ್ದಾರೆ. ಏಪ್ರಿಲ್ 5ರ ಬೆಳಿಗ್ಗೆ 9 ಗಂಟೆಯಿಂದ ನಡೆಯುವ ಡಾ.ಬಾಬು ಜಗಜೀವನರಾಮ್ ಅವರ 118ನೇ ಜನ್ಮ ದಿನಾಚರಣೆಯ ಕಾರ್ಯಕ್ರಮದಲ್ಲಿ ಭಾಗವಹಿಸುವರು. ಬಳಿಕ 10 ಗಂಟೆಗೆ ಸಿರವಾರ ತಾಲೂಕಿನ ಅತ್ತನೂರು ಗ್ರಾಮದ ಸರಕಾರಿ ಹಿರಿಯ ಪ್ರಾಥಮಿಕ ಶಾಲೆಯಲ್ಲಿ ಕೆ.ಕೆ.ಆರ್.ಡಿ.ಬಿ. ಮೈಕ್ರೋ ಅಡಿ ಅನುಮೋದನೆಯಾದ ಶಾಲಾ ಕೊಠಡಿಗಳ ಉದ್ಘಾಟನೆ ನೆರವೇರಿಸುವರು. ಬಳಿಕ 11 ಗಂಟೆಗೆ ಸಿರವಾರ ಪಟ್ಟಣದ ಸರ್ಕಾರಿ ಕನ್ಯಾ ಪ್ರೌಢಶಾಲೆಯಲ್ಲಿ ಕೆ.ಕೆ.ಆರ್.ಡಿ.ಬಿ. ಮೈಕ್ರೋ ಅಡಿ ಅನುಮೋದನೆಯಾದ ಕಟ್ಟಡದ ಉದ್ಘಾಟನೆ ಮಾಡುವರು. ಮಧ್ಯಾಹ್ನ 12 ಗಂಟೆಗೆ ಸಿರವಾರ ತಾಲೂಕಿನ ಮಲ್ಲಟ ಗ್ರಾಮದಲ್ಲಿ ಗ್ರಾಮ ಆಡಳಿತ ಸಂಕೀರ್ಣ ನಿರ್ಮಾಣ ಕಾಮಗಾರಿಯ ಭೂಮಿಪೂಜೆ ನೆರವೇರಿಸುವರು. ಮಧ್ಯಾಹ್ನ 1 ಗಂಟೆಗೆ ಕೆ.ಕೆ.ಆರ್.ಡಿ.ಬಿ.: [464, 1492, 749, 1716]
ksrtc-body: ವಿಜಯನಗರ(ಹೊಸಪೇಟೆ): ಕಲ್ಯಾಣ ಕರ್ನಾಟಕ ರಸ್ತೆ ಸಾರಿಗೆ ನಿಗಮದ (ಕೆ.ಕೆ.ಎಸ್.ಆರ್.ಟಿ.ಸಿ) ಹೊಸಪೇಟೆ ವಿಭಾಗದಿಂದ ಸಮರ್ಪಕ ಬಸ್ ಸಂಚಾರ ಕುರಿತು ಫೋನ್ ಇನ್ ಕಾರ್ಯಕ್ರಮ ಹಮ್ಮಿಕೊಳ್ಳಲಾಗಿದೆ. ಸಾರ್ವಜನಿಕರು, ಪ್ರಯಾಣಿಕರು, ಶಾಲಾ, ಕಾಲೇಜು ವಿದ್ಯಾರ್ಥಿಗಳು ಸಾರಿಗೆ ಬಗೆಗಿನ ಸಮಸ್ಯೆಗಳು ಹಾಗೂ ಸಲಹೆಗಳನ್ನು ಏ.7 ರಂದು ಮಧ್ಯಾಹ್ನ 3:30 ರಿಂದ 4:30 ವರೆಗೆ ದೂರವಾಣಿ ಸಂಖ್ಯೆಗಳಾದ 7760992314, 7760992317 ಗೆ ಕರೆ ಮಾಡಿ ತಿಳಿಸಬಹುದು ಎಂದು ವಿಭಾಗೀಯ ನಿಯಂತ್ರಣಾಧಿಕಾರಿ ಹೀರಾ ಪಾಶ ತಿಳಿಸಿದ್ದಾರೆ.: [55, 1463, 449, 1546]
paper-name-kannada: ವಿಜಯನಗರವಾಣಿ: [161, 174, 345, 211]
divider: [1060, 1917, 1426, 1919]
column-rule: [1049, 376, 1050, 895]
